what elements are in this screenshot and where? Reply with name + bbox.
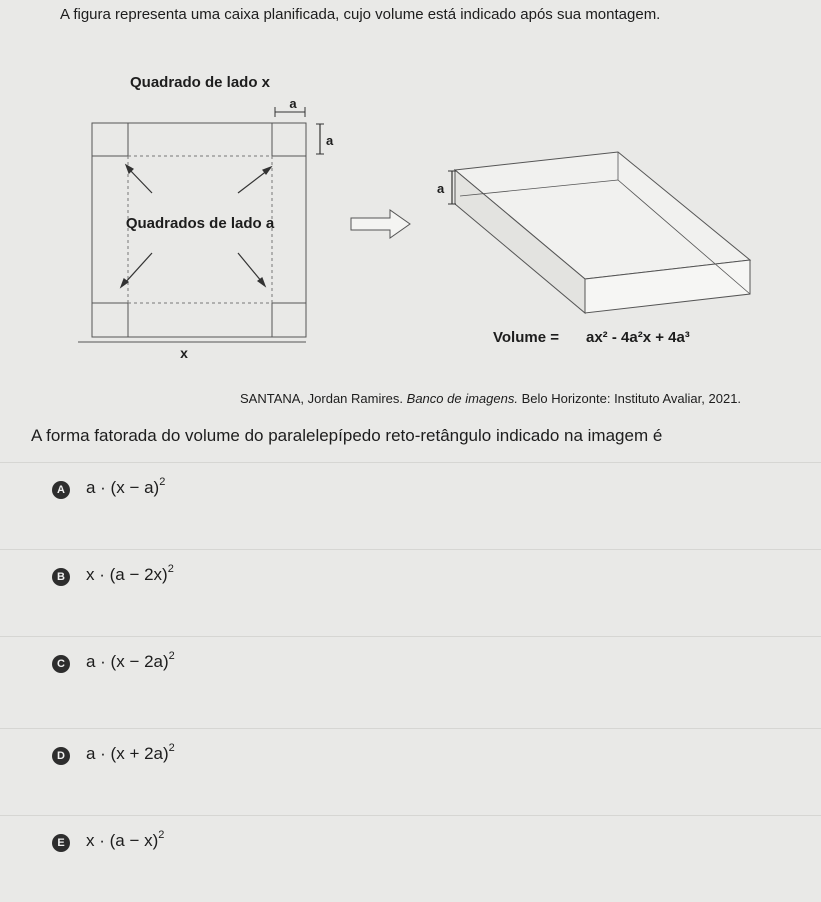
option-c[interactable]	[0, 636, 821, 723]
option-e-expression	[86, 831, 164, 851]
open-box	[455, 152, 750, 313]
corner-square-top-right	[272, 123, 306, 156]
option-a-exponent: 2	[159, 476, 166, 488]
option-e-exponent: 2	[158, 829, 165, 841]
option-e-base: x · (a − x)	[86, 831, 159, 850]
option-d-badge: D	[52, 747, 70, 765]
figure	[0, 60, 821, 370]
figure-svg	[0, 60, 821, 370]
option-b-expression	[86, 565, 174, 585]
bottom-x-label: x	[180, 345, 188, 361]
option-a-badge: A	[52, 481, 70, 499]
intro-text: A figura representa uma caixa planificada, cujo volume está indicado após sua montagem.	[60, 6, 661, 23]
option-a-expression	[86, 478, 165, 498]
volume-expression: ax² - 4a²x + 4a³	[586, 329, 690, 346]
option-a[interactable]	[0, 462, 821, 549]
option-d-base: a · (x + 2a)	[86, 744, 169, 763]
source-publisher: Belo Horizonte: Instituto Avaliar, 2021.	[521, 391, 742, 406]
option-b-badge: B	[52, 568, 70, 586]
option-e[interactable]	[0, 815, 821, 902]
source-author: SANTANA, Jordan Ramires.	[240, 391, 404, 406]
top-a-label: a	[289, 96, 297, 111]
source-title: Banco de imagens.	[406, 391, 518, 406]
option-c-exponent: 2	[168, 650, 175, 662]
option-a-base: a · (x − a)	[86, 478, 160, 497]
corner-square-top-left	[92, 123, 128, 156]
option-d-exponent: 2	[168, 742, 175, 754]
source-citation	[240, 391, 741, 406]
corner-square-bottom-left	[92, 303, 128, 337]
option-e-badge: E	[52, 834, 70, 852]
volume-label: Volume =	[493, 329, 559, 346]
square-title: Quadrado de lado x	[129, 74, 271, 91]
box-a-label: a	[437, 181, 445, 196]
option-c-base: a · (x − 2a)	[86, 652, 169, 671]
corner-square-bottom-right	[272, 303, 306, 337]
option-d[interactable]	[0, 728, 821, 815]
option-c-badge: C	[52, 655, 70, 673]
option-c-expression	[86, 652, 175, 672]
option-b[interactable]	[0, 549, 821, 636]
option-b-exponent: 2	[167, 563, 174, 575]
option-b-base: x · (a − 2x)	[86, 565, 168, 584]
question-text: A forma fatorada do volume do paralelepípedo reto-retângulo indicado na imagem é	[31, 426, 663, 445]
side-a-label: a	[326, 133, 334, 148]
option-d-expression	[86, 744, 175, 764]
corner-squares-label: Quadrados de lado a	[125, 215, 275, 232]
transform-arrow-icon	[351, 210, 410, 238]
